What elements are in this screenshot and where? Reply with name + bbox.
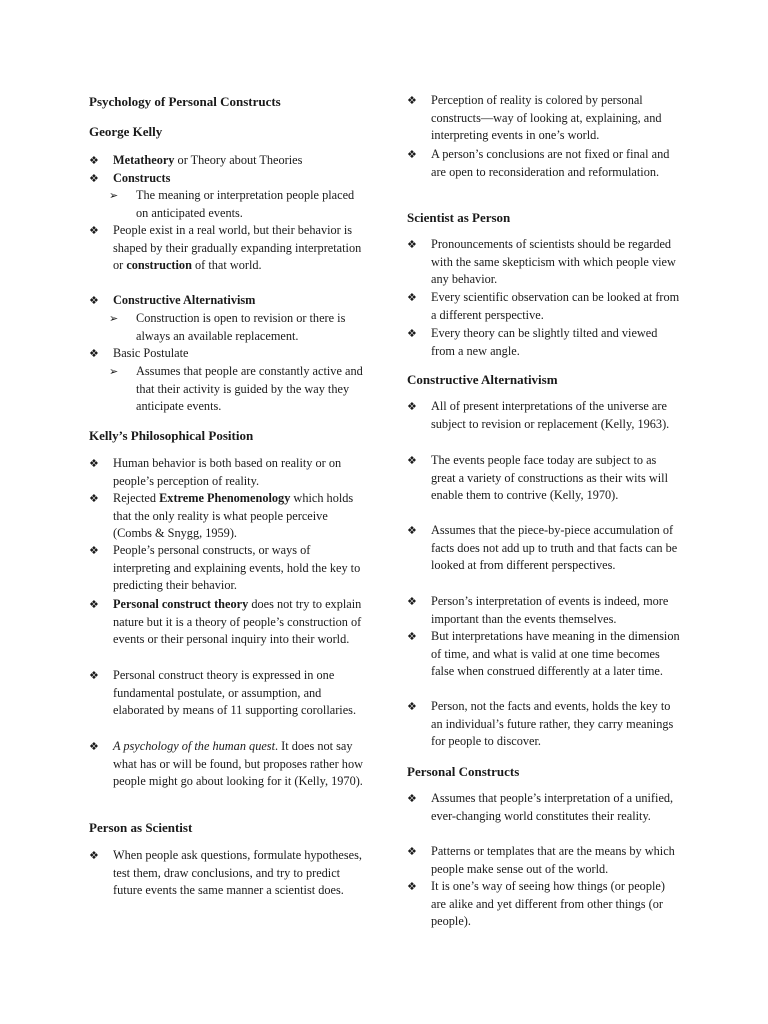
section-heading: Constructive Alternativism xyxy=(407,372,558,387)
diamond-bullet-icon: ❖ xyxy=(89,849,99,862)
sub-list-item: ➢ Construction is open to revision or there is always an available replacement. xyxy=(109,310,364,345)
list-item: ❖ A psychology of the human quest. It does not say what has or will be found, but proposes rather how people might go about looking for it (Kelly, 1970). xyxy=(89,738,364,791)
list-item: ❖ People’s personal constructs, or ways of interpreting and explaining events, hold the key to predicting their behavior. xyxy=(89,542,364,595)
list-item: ❖ People exist in a real world, but their behavior is shaped by their gradually expanding interpretation or construction of that world. xyxy=(89,222,364,275)
diamond-bullet-icon: ❖ xyxy=(89,294,99,307)
diamond-bullet-icon: ❖ xyxy=(89,740,99,753)
list-item: ❖ Rejected Extreme Phenomenology which holds that the only reality is what people perceive (Combs & Snygg, 1959). xyxy=(89,490,364,543)
diamond-bullet-icon: ❖ xyxy=(89,347,99,360)
diamond-bullet-icon: ❖ xyxy=(89,172,99,185)
sub-list-item: ➢ Assumes that people are constantly active and that their activity is guided by the way they anticipate events. xyxy=(109,363,364,416)
list-item: ❖ Metatheory or Theory about Theories xyxy=(89,152,364,170)
list-item: ❖ Person’s interpretation of events is indeed, more important than the events themselves. xyxy=(407,593,682,628)
arrow-bullet-icon: ➢ xyxy=(109,365,119,378)
diamond-bullet-icon: ❖ xyxy=(407,524,417,537)
list-item: ❖ Pronouncements of scientists should be regarded with the same skepticism with which people view any behavior. xyxy=(407,236,682,289)
list-item: ❖ Patterns or templates that are the means by which people make sense out of the world. xyxy=(407,843,682,878)
list-item: ❖ All of present interpretations of the universe are subject to revision or replacement (Kelly, 1963). xyxy=(407,398,682,433)
diamond-bullet-icon: ❖ xyxy=(407,880,417,893)
list-item: ❖ But interpretations have meaning in the dimension of time, and what is valid at one time becomes false when construed differently at a later time. xyxy=(407,628,682,681)
diamond-bullet-icon: ❖ xyxy=(407,845,417,858)
diamond-bullet-icon: ❖ xyxy=(407,291,417,304)
list-item: ❖ Every theory can be slightly tilted and viewed from a new angle. xyxy=(407,325,682,360)
diamond-bullet-icon: ❖ xyxy=(407,700,417,713)
diamond-bullet-icon: ❖ xyxy=(89,492,99,505)
diamond-bullet-icon: ❖ xyxy=(407,792,417,805)
diamond-bullet-icon: ❖ xyxy=(407,238,417,251)
list-item: ❖ It is one’s way of seeing how things (or people) are alike and yet different from other things (or people). xyxy=(407,878,682,931)
list-item: ❖ A person’s conclusions are not fixed or final and are open to reconsideration and reformulation. xyxy=(407,146,682,181)
list-item: ❖ Personal construct theory does not try to explain nature but it is a theory of people’s construction of events or their personal inquiry into their world. xyxy=(89,596,364,649)
diamond-bullet-icon: ❖ xyxy=(407,595,417,608)
diamond-bullet-icon: ❖ xyxy=(89,598,99,611)
diamond-bullet-icon: ❖ xyxy=(89,669,99,682)
list-item: ❖ Assumes that people’s interpretation of a unified, ever-changing world constitutes their reality. xyxy=(407,790,682,825)
list-item: ❖ Personal construct theory is expressed in one fundamental postulate, or assumption, and elaborated by means of 11 supporting corollaries. xyxy=(89,667,364,720)
list-item: ❖ Every scientific observation can be looked at from a different perspective. xyxy=(407,289,682,324)
list-item: ❖ Perception of reality is colored by personal constructs—way of looking at, explaining, and interpreting events in one’s world. xyxy=(407,92,682,145)
author-heading: George Kelly xyxy=(89,124,163,139)
arrow-bullet-icon: ➢ xyxy=(109,312,119,325)
diamond-bullet-icon: ❖ xyxy=(407,148,417,161)
diamond-bullet-icon: ❖ xyxy=(89,154,99,167)
document-title: Psychology of Personal Constructs xyxy=(89,94,281,109)
list-item: ❖ When people ask questions, formulate hypotheses, test them, draw conclusions, and try to predict future events the same manner a scientist does. xyxy=(89,847,364,900)
diamond-bullet-icon: ❖ xyxy=(89,457,99,470)
section-heading: Person as Scientist xyxy=(89,820,193,835)
list-item: ❖ Human behavior is both based on reality or on people’s perception of reality. xyxy=(89,455,364,490)
diamond-bullet-icon: ❖ xyxy=(407,454,417,467)
section-heading: Scientist as Person xyxy=(407,210,511,225)
list-item: ❖ The events people face today are subject to as great a variety of constructions as their wits will enable them to contrive (Kelly, 1970). xyxy=(407,452,682,505)
section-heading: Kelly’s Philosophical Position xyxy=(89,428,254,443)
sub-list-item: ➢ The meaning or interpretation people placed on anticipated events. xyxy=(109,187,364,222)
diamond-bullet-icon: ❖ xyxy=(407,327,417,340)
list-item: ❖ Person, not the facts and events, holds the key to an individual’s future rather, they carry meanings for people to discover. xyxy=(407,698,682,751)
arrow-bullet-icon: ➢ xyxy=(109,189,119,202)
diamond-bullet-icon: ❖ xyxy=(407,94,417,107)
diamond-bullet-icon: ❖ xyxy=(407,630,417,643)
list-item: ❖ Constructs xyxy=(89,170,364,188)
diamond-bullet-icon: ❖ xyxy=(407,400,417,413)
diamond-bullet-icon: ❖ xyxy=(89,224,99,237)
diamond-bullet-icon: ❖ xyxy=(89,544,99,557)
list-item: ❖ Assumes that the piece-by-piece accumulation of facts does not add up to truth and that facts can be looked at from different perspectives. xyxy=(407,522,682,575)
list-item: ❖ Constructive Alternativism xyxy=(89,292,364,310)
section-heading: Personal Constructs xyxy=(407,764,520,779)
list-item: ❖ Basic Postulate xyxy=(89,345,364,363)
